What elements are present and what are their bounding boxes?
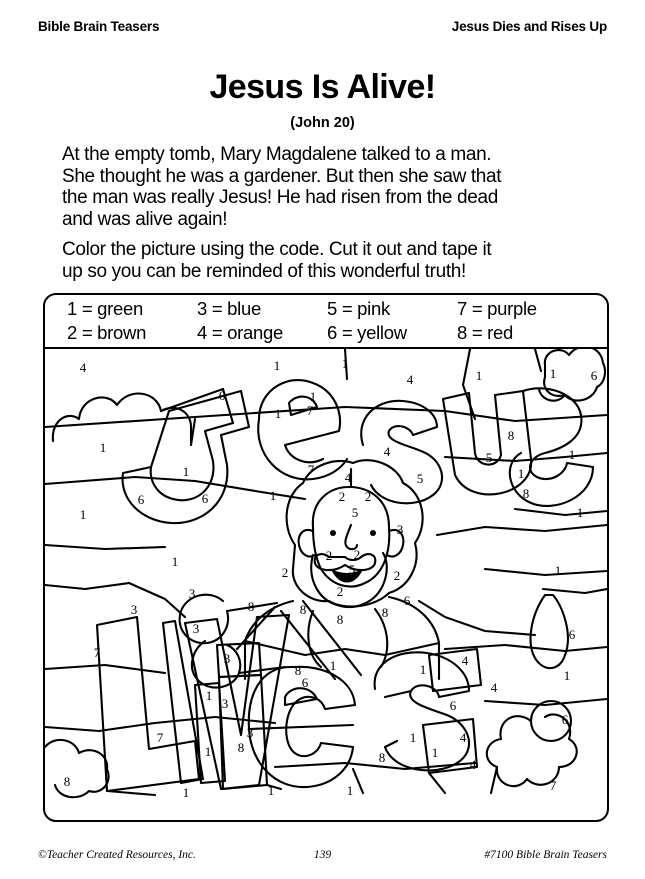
color-number-8: 8 <box>237 739 245 755</box>
color-number-6: 6 <box>561 711 569 727</box>
color-number-1: 1 <box>79 506 87 522</box>
color-number-3: 3 <box>221 695 229 711</box>
color-number-3: 3 <box>188 585 196 601</box>
color-number-4: 4 <box>490 679 498 695</box>
color-number-2: 2 <box>364 488 372 504</box>
instruction-line-2: up so you can be reminded of this wonderful truth! <box>62 260 466 282</box>
color-number-7: 7 <box>549 777 557 793</box>
color-number-1: 1 <box>568 446 576 462</box>
color-number-6: 6 <box>568 626 576 642</box>
color-number-1: 1 <box>182 463 190 479</box>
color-number-1: 1 <box>419 661 427 677</box>
color-number-1: 1 <box>475 367 483 383</box>
color-number-8: 8 <box>336 611 344 627</box>
color-number-2: 2 <box>353 546 361 562</box>
legend-column-1 <box>67 297 197 345</box>
color-number-1: 1 <box>341 355 349 371</box>
color-number-6: 6 <box>403 592 411 608</box>
color-number-1: 1 <box>409 729 417 745</box>
color-number-8: 8 <box>247 598 255 614</box>
color-number-1: 1 <box>309 388 317 404</box>
color-number-1: 1 <box>346 782 354 798</box>
page-title: Jesus Is Alive! <box>209 68 436 106</box>
color-number-3: 3 <box>192 620 200 636</box>
color-number-3: 3 <box>223 650 231 666</box>
color-number-6: 6 <box>590 367 598 383</box>
color-number-3: 3 <box>130 601 138 617</box>
color-number-5: 5 <box>485 449 493 465</box>
legend-code-8: 8 = red <box>457 322 514 343</box>
color-number-1: 1 <box>273 357 281 373</box>
running-head-right: Jesus Dies and Rises Up <box>451 19 607 34</box>
color-number-2: 2 <box>336 583 344 599</box>
color-number-7: 7 <box>307 461 315 477</box>
color-number-1: 1 <box>204 743 212 759</box>
puzzle-artwork <box>45 349 607 820</box>
legend-column-2 <box>197 297 327 345</box>
color-number-7: 7 <box>306 402 314 418</box>
color-number-1: 1 <box>205 687 213 703</box>
color-by-number-puzzle <box>43 293 609 822</box>
instruction-line-1: Color the picture using the code. Cut it out and tape it <box>62 239 492 260</box>
legend-column-4 <box>457 297 587 345</box>
color-number-1: 1 <box>274 405 282 421</box>
color-number-7: 7 <box>156 729 164 745</box>
color-number-4: 4 <box>79 359 87 375</box>
scripture-reference: (John 20) <box>290 115 355 131</box>
color-number-1: 1 <box>269 487 277 503</box>
color-number-1: 1 <box>182 784 190 800</box>
legend-code-4: 4 = orange <box>197 322 283 343</box>
color-number-6: 6 <box>201 490 209 506</box>
intro-line-4: and was alive again! <box>62 208 228 230</box>
color-number-1: 1 <box>267 782 275 798</box>
intro-line-3: the man was really Jesus! He had risen from the dead <box>62 187 498 208</box>
color-number-8: 8 <box>294 662 302 678</box>
color-number-5: 5 <box>351 504 359 520</box>
color-number-8: 8 <box>381 604 389 620</box>
color-number-8: 8 <box>522 485 530 501</box>
color-number-4: 4 <box>344 469 352 485</box>
color-number-4: 4 <box>383 443 391 459</box>
color-number-2: 2 <box>325 547 333 563</box>
color-number-5: 5 <box>348 561 356 577</box>
page-number: 139 <box>313 849 332 861</box>
color-number-6: 6 <box>301 674 309 690</box>
legend-code-6: 6 = yellow <box>327 322 407 343</box>
page-footer <box>0 849 645 861</box>
running-head <box>0 19 645 34</box>
color-number-1: 1 <box>563 667 571 683</box>
color-number-1: 1 <box>99 439 107 455</box>
legend-code-7: 7 = purple <box>457 298 537 319</box>
color-number-1: 1 <box>517 465 525 481</box>
legend-code-3: 3 = blue <box>197 298 261 319</box>
color-number-4: 4 <box>469 756 477 772</box>
legend-code-5: 5 = pink <box>327 298 390 319</box>
color-number-8: 8 <box>63 773 71 789</box>
intro-paragraph <box>62 144 574 230</box>
color-number-1: 1 <box>576 504 584 520</box>
color-number-8: 8 <box>507 427 515 443</box>
color-number-1: 1 <box>549 365 557 381</box>
color-number-8: 8 <box>299 601 307 617</box>
legend-code-1: 1 = green <box>67 298 143 319</box>
product-code: #7100 Bible Brain Teasers <box>484 849 607 861</box>
puzzle-line-art <box>45 349 607 820</box>
color-number-3: 3 <box>246 724 254 740</box>
color-number-2: 2 <box>281 564 289 580</box>
color-number-2: 2 <box>338 488 346 504</box>
instruction-paragraph <box>62 239 574 282</box>
color-number-8: 8 <box>378 749 386 765</box>
color-number-6: 6 <box>218 387 226 403</box>
color-number-1: 1 <box>171 553 179 569</box>
color-number-2: 2 <box>393 567 401 583</box>
color-number-4: 4 <box>459 729 467 745</box>
color-number-1: 1 <box>431 744 439 760</box>
legend-code-2: 2 = brown <box>67 322 147 343</box>
color-number-5: 5 <box>416 470 424 486</box>
color-number-6: 6 <box>449 697 457 713</box>
color-number-1: 1 <box>329 657 337 673</box>
color-number-4: 4 <box>461 652 469 668</box>
intro-line-1: At the empty tomb, Mary Magdalene talked to a man. <box>62 144 492 165</box>
color-number-4: 4 <box>406 371 414 387</box>
intro-line-2: She thought he was a gardener. But then she saw that <box>62 165 502 187</box>
color-number-6: 6 <box>137 491 145 507</box>
color-number-labels <box>64 356 598 800</box>
color-number-1: 1 <box>554 562 562 578</box>
copyright-text: ©Teacher Created Resources, Inc. <box>38 849 196 861</box>
legend-column-3 <box>327 297 457 345</box>
color-number-3: 3 <box>396 521 404 537</box>
running-head-left: Bible Brain Teasers <box>38 19 160 34</box>
color-code-legend <box>45 295 607 349</box>
color-number-7: 7 <box>93 644 101 660</box>
